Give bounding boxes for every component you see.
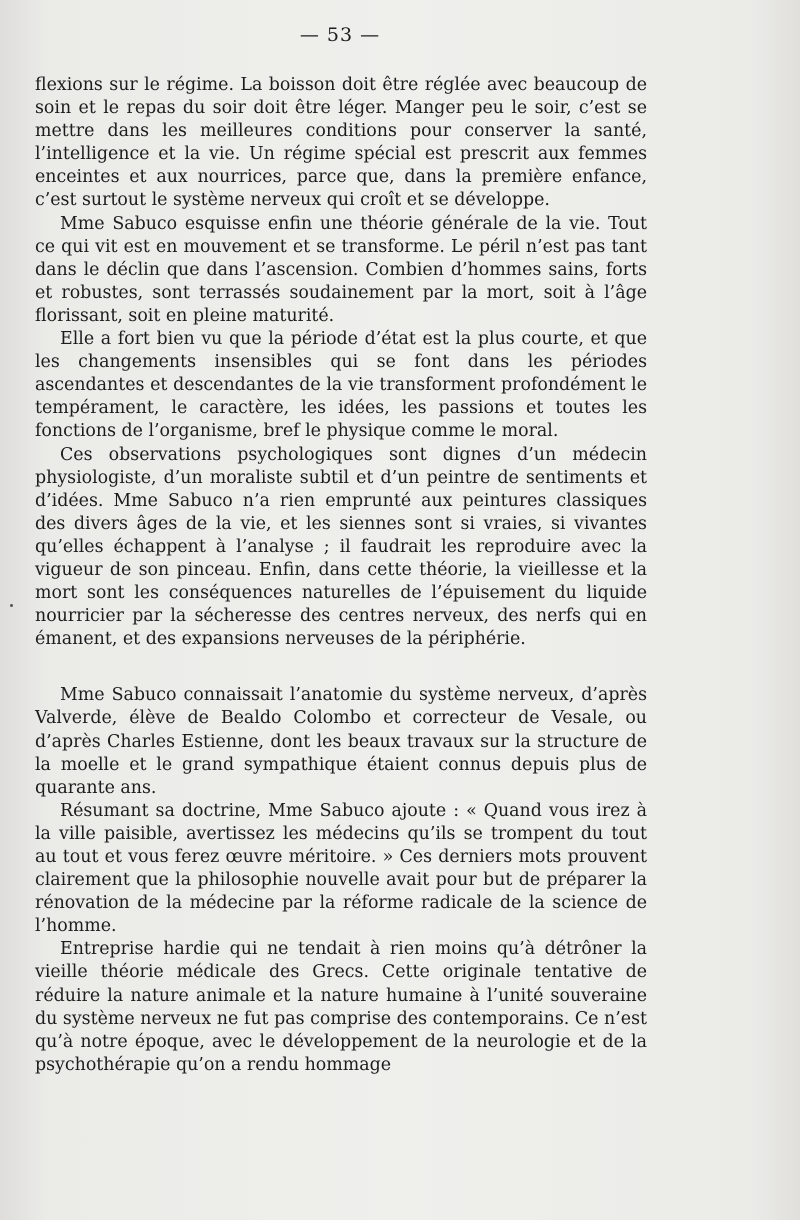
scan-speck xyxy=(10,604,13,607)
section-gap xyxy=(35,651,647,684)
page-body-text xyxy=(35,74,647,1077)
paragraph-4: Ces observations psychologiques sont dignes d’un médecin physiologiste, d’un moraliste subtil et d’un peintre de sentiments et d’idées. Mme Sabuco n’a rien emprunté aux peintures classiques des divers âges de la vie, et les siennes sont si vraies, si vivantes qu’elles échappent à l’analyse ; il faudrait les reproduire avec la vigueur de son pinceau. Enfin, dans cette théorie, la vieillesse et la mort sont les conséquences naturelles de l’épuisement du liquide nourricier par la sécheresse des centres nerveux, des nerfs qui en émanent, et des expansions nerveuses de la périphérie. xyxy=(35,444,647,650)
paragraph-5: Mme Sabuco connaissait l’anatomie du système nerveux, d’après Valverde, élève de Bealdo Colombo et correcteur de Vesale, ou d’après Charles Estienne, dont les beaux travaux sur la structure de la moelle et le grand sympathique étaient connus depuis plus de quarante ans. xyxy=(35,685,647,798)
paragraph-3: Elle a fort bien vu que la période d’état est la plus courte, et que les changements insensibles qui se font dans les périodes ascendantes et descendantes de la vie transforment profondément le tempérament, le caractère, les idées, les passions et toutes les fonctions de l’organisme, bref le physique comme le moral. xyxy=(35,329,647,442)
paragraph-6: Résumant sa doctrine, Mme Sabuco ajoute : « Quand vous irez à la ville paisible, avertissez les médecins qu’ils se trompent du tout au tout et vous ferez œuvre méritoire. » Ces derniers mots prouvent clairement que la philosophie nouvelle avait pour but de préparer la rénovation de la médecine par la réforme radicale de la science de l’homme. xyxy=(35,800,647,937)
paragraph-7: Entreprise hardie qui ne tendait à rien moins qu’à détrôner la vieille théorie médicale des Grecs. Cette originale tentative de réduire la nature animale et la nature humaine à l’unité souveraine du système nerveux ne fut pas comprise des contemporains. Ce n’est qu’à notre époque, avec le développement de la neurologie et de la psychothérapie qu’on a rendu hommage xyxy=(35,939,647,1075)
paragraph-2: Mme Sabuco esquisse enfin une théorie générale de la vie. Tout ce qui vit est en mouvement et se transforme. Le péril n’est pas tant dans le déclin que dans l’ascension. Combien d’hommes sains, forts et robustes, sont terrassés soudainement par la mort, soit à l’âge florissant, soit en pleine maturité. xyxy=(35,213,647,326)
page-number: — 53 — xyxy=(299,24,381,46)
paragraph-1: flexions sur le régime. La boisson doit être réglée avec beaucoup de soin et le repas du soir doit être léger. Manger peu le soir, c’est se mettre dans les meilleures conditions pour conserver la santé, l’intelligence et la vie. Un régime spécial est prescrit aux femmes enceintes et aux nourrices, parce que, dans la première enfance, c’est surtout le système nerveux qui croît et se développe. xyxy=(35,75,647,211)
